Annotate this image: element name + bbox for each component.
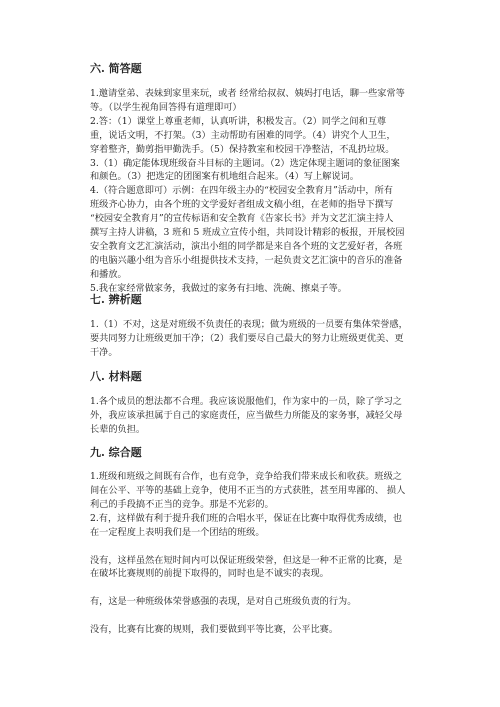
text-line: 班级齐心协力，由各个班的文学爱好者组成文稿小组，在老师的指导下撰写 xyxy=(90,199,394,211)
answer-paragraph xyxy=(90,554,416,582)
section-body-short-answer xyxy=(90,87,416,296)
text-line: 没有，比赛有比赛的规则，我们要做到平等比赛，公平比赛。 xyxy=(90,624,339,636)
text-line: 2.有，这样做有利于提升我们班的合唱水平，保证在比赛中取得优秀成绩，也 xyxy=(90,512,402,524)
answer-paragraph xyxy=(90,115,416,157)
section-heading-comprehensive: 九. 综合题 xyxy=(90,446,142,459)
answer-paragraph xyxy=(90,512,416,540)
text-line: 的电脑兴趣小组为音乐小组提供技术支持，一起负责文艺汇演中的音乐的准备 xyxy=(90,254,403,266)
section-body-analysis xyxy=(90,318,416,360)
text-line: 没有，这样虽然在短时间内可以保证班级荣誉，但这是一种不正常的比赛，是 xyxy=(90,554,403,566)
section-body-comprehensive xyxy=(90,470,416,637)
text-line: 撰写主持人讲稿，3 班和 5 班成立宣传小组，共同设计精彩的板报，开展校园 xyxy=(90,227,405,239)
text-line: 和播放。 xyxy=(90,268,127,280)
text-line: 3.（1）确定能体现班级奋斗目标的主题词。（2）选定体现主题词的象征图案 xyxy=(90,157,400,169)
section-heading-analysis: 七. 辨析题 xyxy=(90,293,142,306)
answer-paragraph xyxy=(90,395,416,437)
answer-paragraph xyxy=(90,595,416,609)
text-line: 安全教育文艺汇演活动，演出小组的同学都是来自各个班的文艺爱好者，各班 xyxy=(90,240,403,252)
text-line: 1.班级和班级之间既有合作，也有竞争，竞争给我们带来成长和收获。班级之 xyxy=(90,471,402,482)
text-line: 2.答：（1）课堂上尊重老师，认真听讲，积极发言。（2）同学之间和互尊 xyxy=(90,115,387,127)
answer-paragraph xyxy=(90,623,416,637)
text-line: 穿着整齐，勤剪指甲勤洗手。（5）保持教室和校园干净整洁，不乱扔垃圾。 xyxy=(90,143,395,155)
text-line: 外，我应该承担属于自己的家庭责任，应当做些力所能及的家务事，减轻父母 xyxy=(90,409,403,421)
answer-paragraph xyxy=(90,318,416,360)
text-line: 有，这是一种班级体荣誉感强的表现，是对自己班级负责的行为。 xyxy=(90,596,357,608)
answer-paragraph xyxy=(90,184,416,281)
section-heading-short-answer: 六. 简答题 xyxy=(90,62,142,75)
text-line: 重，说话文明，不打架。（3）主动帮助有困难的同学。（4）讲究个人卫生， xyxy=(90,129,396,141)
text-line: 1.邀请堂弟、表妹到家里来玩，或者 经常给叔叔、姨妈打电话，聊一些家常等 xyxy=(90,88,405,99)
text-line: 4.（符合题意即可）示例：在四年级主办的“校园安全教育月”活动中，所有 xyxy=(90,185,393,197)
text-line: 利己的手段搞不正当的竞争。那是不光彩的。 xyxy=(90,498,274,510)
text-line: 1.（1）不对，这是对班级不负责任的表现；做为班级的一员要有集体荣誉感， xyxy=(90,319,408,330)
text-line: 长辈的负担。 xyxy=(90,423,146,435)
answer-paragraph xyxy=(90,157,416,185)
text-line: 要共同努力让班级更加干净；（2）我们要尽自己最大的努力让班级更优美、更 xyxy=(90,332,404,344)
section-body-material xyxy=(90,395,416,437)
text-line: 5.我在家经常做家务，我做过的家务有扫地、洗碗、擦桌子等。 xyxy=(90,282,347,294)
text-line: 在一定程度上表明我们是一个团结的班级。 xyxy=(90,526,265,538)
text-line: 间在公平、平等的基础上竞争，使用不正当的方式获胜，甚至用卑鄙的、 损人 xyxy=(90,484,406,496)
text-line: 和颜色。（3）把选定的团图案有机地组合起来。（4）写上解说词。 xyxy=(90,171,359,183)
text-line: 在破坏比赛规则的前提下取得的，同时也是不诚实的表现。 xyxy=(90,568,329,580)
text-line: “校园安全教育月”的宣传标语和安全教育《告家长书》并为文艺汇演主持人 xyxy=(90,213,394,225)
answer-paragraph xyxy=(90,470,416,512)
section-heading-material: 八. 材料题 xyxy=(90,370,142,383)
text-line: 干净。 xyxy=(90,346,118,358)
text-line: 1.各个成员的想法都不合理。我应该说服他们，作为家中的一员，除了学习之 xyxy=(90,396,402,407)
answer-paragraph xyxy=(90,87,416,115)
text-line: 等。（以学生视角回答得有道理即可） xyxy=(90,101,242,113)
